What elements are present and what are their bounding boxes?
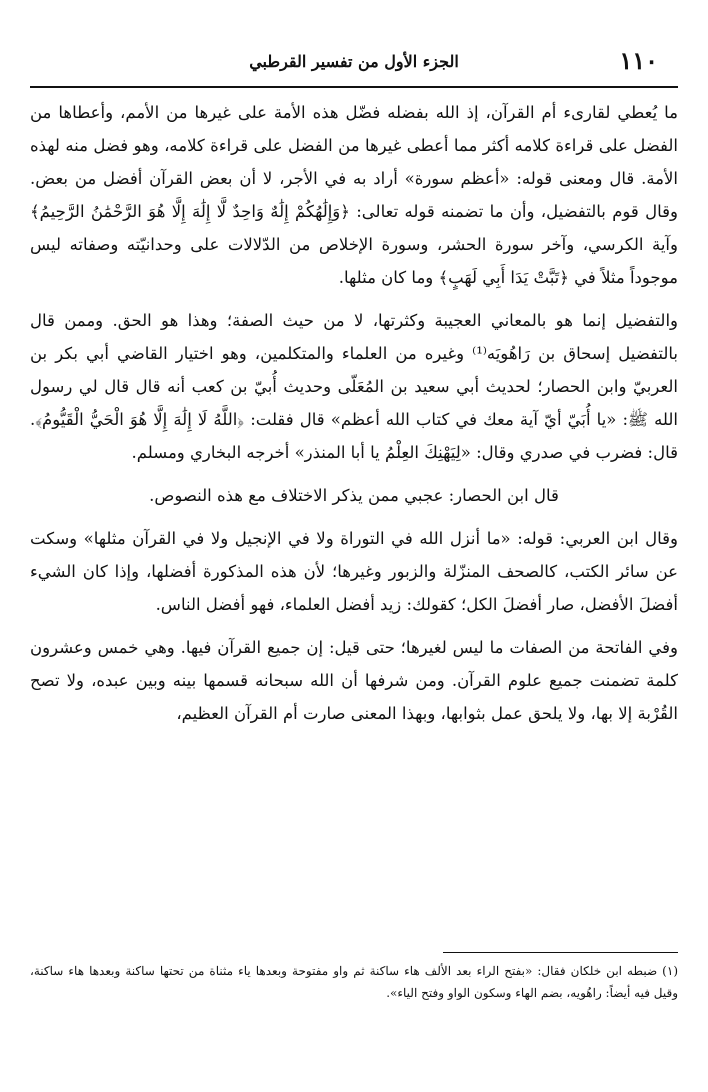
footnote: (١) ضبطه ابن خلكان فقال: «بفتح الراء بعد الألف هاء ساكنة ثم واو مفتوحة وبعدها ياء مثناة من تحتها ساكنة وبعدها هاء ساكنة، وقيل فيه أيضاً: راهُويه، بضم الهاء وسكون الواو وفتح الياء». [30,964,678,1000]
paragraph-4: وقال ابن العربي: قوله: «ما أنزل الله في التوراة ولا في الإنجيل ولا في القرآن مثلها» وسكت عن سائر الكتب، كالصحف المنزّلة والزبور وغيرها؛ لأن هذه المذكورة أفضلها، وإذا كان الشيء أفضلَ الأفضل، صار أفضلَ الكل؛ كقولك: زيد أفضل العلماء، فهو أفضل الناس. [30,529,678,614]
book-page [30,40,678,1062]
footnote-divider [443,952,678,953]
running-title: الجزء الأول من تفسير القرطبي [249,52,459,71]
main-text [30,96,678,730]
running-header [30,40,678,88]
page-number: ١١٠ [619,46,658,75]
paragraph-2: والتفضيل إنما هو بالمعاني العجيبة وكثرتها، لا من حيث الصفة؛ وهذا هو الحق. وممن قال بالتفضيل إسحاق بن رَاهُويَه⁽¹⁾ وغيره من العلماء والمتكلمين، وهو اختيار القاضي أبي بكر بن العربيّ وابن الحصار؛ لحديث أبي سعيد بن المُعَلّى وحديث أُبيّ بن كعب أنه قال قال لي رسول الله ﷺ: «يا أُبَيّ أيّ آية معك في كتاب الله أعظم» قال فقلت: ﴿اللَّهُ لَا إِلَٰهَ إِلَّا هُوَ الْحَيُّ الْقَيُّومُ﴾. قال: فضرب في صدري وقال: «لِيَهْنِكَ العِلْمُ يا أبا المنذر» أخرجه البخاري ومسلم. [30,311,678,462]
paragraph-5: وفي الفاتحة من الصفات ما ليس لغيرها؛ حتى قيل: إن جميع القرآن فيها. وهي خمس وعشرون كلمة تضمنت جميع علوم القرآن. ومن شرفها أن الله سبحانه قسمها بينه وبين عبده، ولا تصح القُرْبة إلا بها، ولا يلحق عمل بثوابها، وبهذا المعنى صارت أم القرآن العظيم، [30,638,678,723]
paragraph-1: ما يُعطي لقارىء أم القرآن، إذ الله بفضله فضّل هذه الأمة على غيرها من الأمم، وأعطاها من الفضل على قراءة كلامه أكثر مما أعطى غيرها من الفضل على قراءة كلامه، وهو فضل منه لهذه الأمة. قال ومعنى قوله: «أعظم سورة» أراد به في الأجر، لا أن بعض القرآن أفضل من بعض. وقال قوم بالتفضيل، وأن ما تضمنه قوله تعالى: ﴿وَإِلَٰهُكُمْ إِلَٰهٌ وَاحِدٌ لَّا إِلَٰهَ إِلَّا هُوَ الرَّحْمَٰنُ الرَّحِيمُ﴾ وآية الكرسي، وآخر سورة الحشر، وسورة الإخلاص من الدّلالات على وحدانيّته وصفاته ليس موجوداً مثلاً في ﴿تَبَّتْ يَدَا أَبِي لَهَبٍ﴾ وما كان مثلها. [30,103,678,287]
paragraph-3: قال ابن الحصار: عجبي ممن يذكر الاختلاف مع هذه النصوص. [149,486,559,505]
